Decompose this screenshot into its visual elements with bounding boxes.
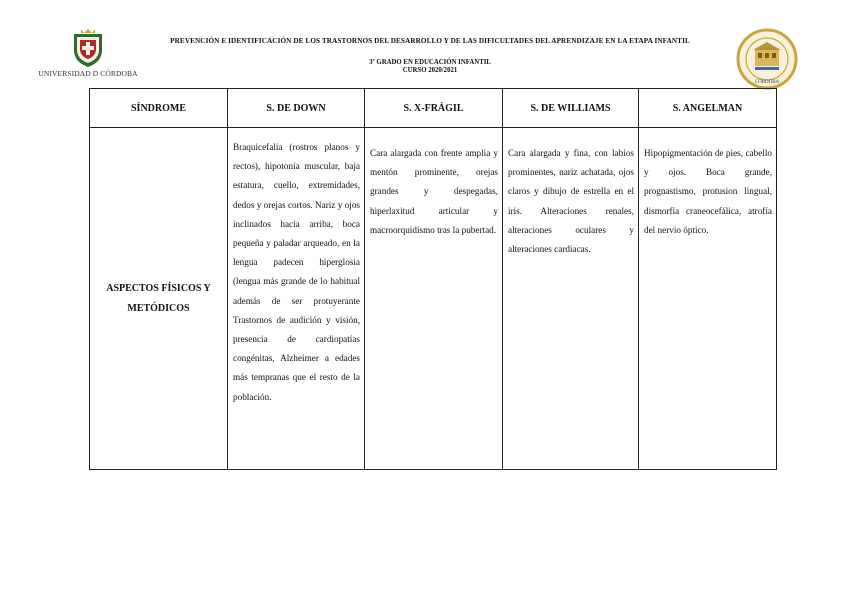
- cell-williams: [503, 128, 639, 470]
- course-label: 3º GRADO EN EDUCACIÓN INFANTIL: [369, 59, 491, 66]
- header-williams: S. DE WILLIAMS: [503, 89, 639, 128]
- cell-down: [228, 128, 365, 470]
- academic-year: CURSO 2020/2021: [402, 67, 458, 74]
- university-logo: [38, 28, 138, 82]
- cell-angelman-text: Hipopigmentación de pies, cabello y ojos. Boca grande, prognastismo, protusion lingual, dismorfía craneocefálica, atrofía del nervio óptico.: [644, 148, 772, 235]
- syndromes-table: [89, 88, 777, 470]
- header-angelman: S. ANGELMAN: [639, 89, 777, 128]
- cell-x-fragil: [365, 128, 503, 470]
- school-seal: [736, 28, 798, 90]
- cell-williams-text: Cara alargada y fina, con labios prominentes, nariz achatada, ojos claros y dibujo de estrella en el iris. Alteraciones renales, alteraciones oculares y alteraciones cardiacas.: [508, 148, 634, 255]
- document-title: PREVENCIÓN E IDENTIFICACIÓN DE LOS TRASTORNOS DEL DESARROLLO Y DE LAS DIFICULTADES DEL APRENDIZAJE EN LA ETAPA INFANTIL: [170, 37, 690, 45]
- row-label-text: ASPECTOS FÍSICOS Y METÓDICOS: [106, 282, 211, 314]
- table-header-row: [90, 89, 777, 128]
- university-crest-icon: [71, 28, 105, 68]
- cell-x-fragil-text: Cara alargada con frente amplia y mentón prominente, orejas grandes y despegadas, hiperlaxitud articular y macroorquidismo tras la pubertad.: [370, 148, 498, 235]
- row-label: [90, 128, 228, 470]
- header-x-fragil: S. X-FRÁGIL: [365, 89, 503, 128]
- header-down: S. DE DOWN: [228, 89, 365, 128]
- cell-down-text: Braquicefalia (rostros planos y rectos), hipotonía muscular, baja estatura, cuello, extremidades, dedos y orejas cortos. Nariz y ojos inclinados hacia arriba, boca pequeña y paladar arqueado, en la lengua padecen hiperglosia (lengua más grande de lo habitual además de ser protuyerante Trastornos de audición y visión, presencia de cardiopatías congénitas, Alzheimer a edades más tempranas que el resto de la población.: [233, 142, 360, 402]
- school-seal-text: CÓRDOBA: [754, 80, 780, 85]
- table-row: [90, 128, 777, 470]
- university-logo-text: UNIVERSIDAD D CÓRDOBA: [38, 69, 138, 78]
- cell-angelman: [639, 128, 777, 470]
- header-sindrome: SÍNDROME: [90, 89, 228, 128]
